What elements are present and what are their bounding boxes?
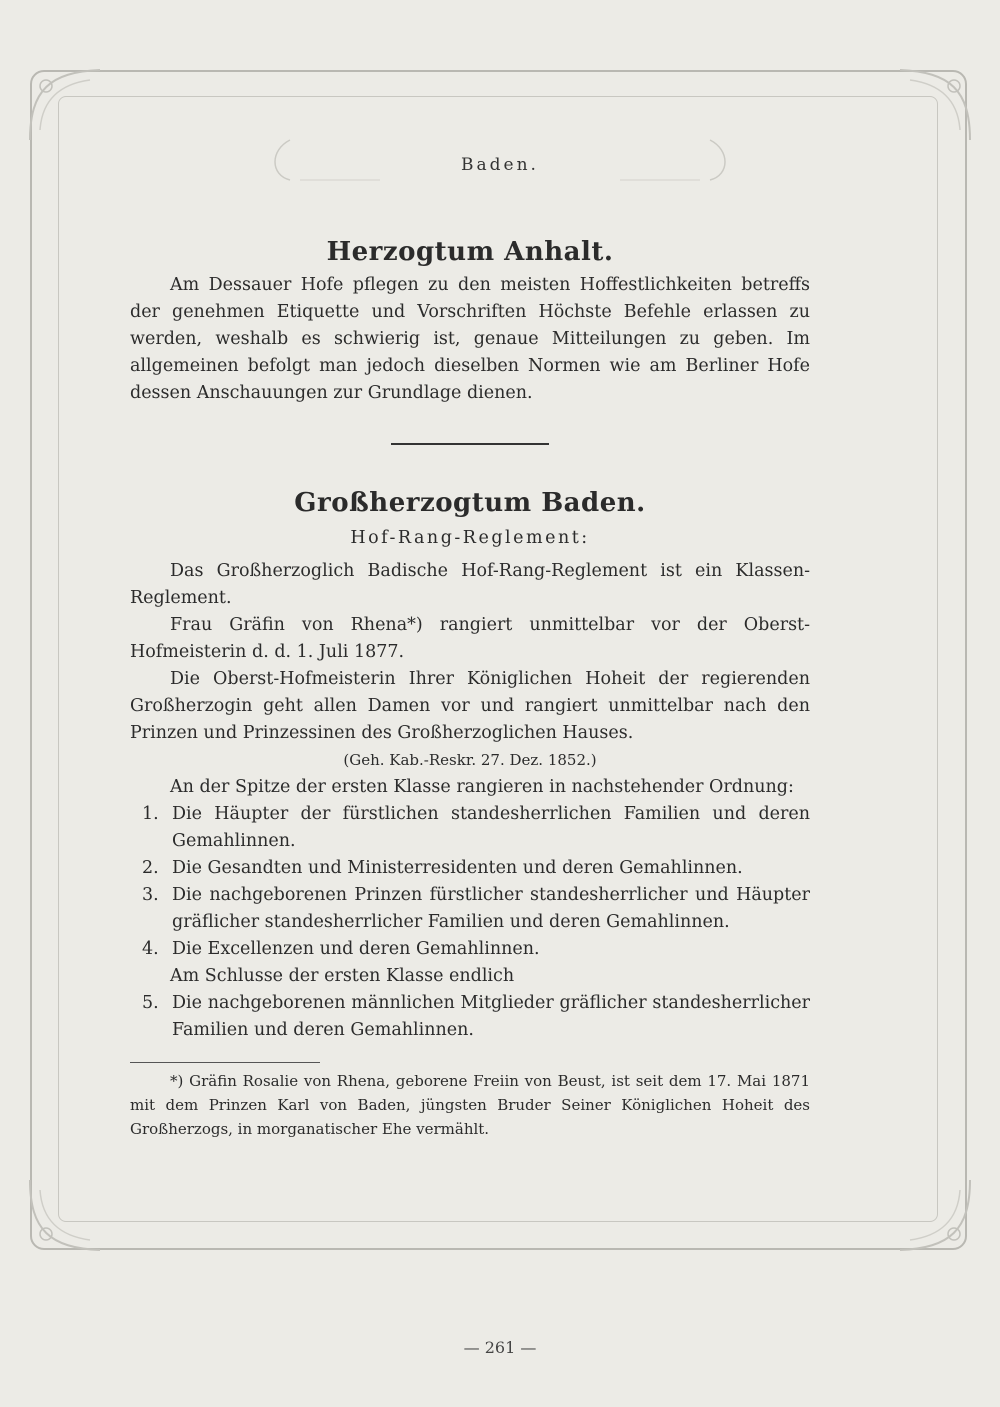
page-number: — 261 —	[463, 1338, 537, 1357]
footnote-divider	[130, 1062, 320, 1063]
baden-paragraph-1: Das Großherzoglich Badische Hof-Rang-Reglement ist ein Klassen-Reglement.	[130, 561, 810, 608]
section-title-baden: Großherzogtum Baden.	[294, 488, 646, 518]
class-lead: An der Spitze der ersten Klasse rangieren in nachstehender Ordnung:	[170, 777, 794, 797]
closing-lead: Am Schlusse der ersten Klasse endlich	[170, 966, 515, 986]
anhalt-paragraph: Am Dessauer Hofe pflegen zu den meisten Hoffestlichkeiten betreffs der genehmen Etiquette und Vorschriften Höchste Befehle erlassen zu werden, weshalb es schwierig ist, genaue Mitteilungen zu geben. Im allgemeinen befolgt man jedoch dieselben Normen wie am Berliner Hofe dessen Anschauungen zur Grundlage dienen.	[130, 275, 810, 403]
source-citation: (Geh. Kab.-Reskr. 27. Dez. 1852.)	[343, 751, 597, 769]
page-content	[130, 232, 810, 1141]
list-item: 3. Die nachgeborenen Prinzen fürstlicher standesherrlicher und Häupter gräflicher standesherrlicher Familien und deren Gemahlinnen.	[142, 885, 810, 932]
baden-subheading: Hof-Rang-Reglement:	[350, 528, 590, 548]
list-item: 1. Die Häupter der fürstlichen standesherrlichen Familien und deren Gemahlinnen.	[142, 804, 810, 851]
baden-paragraph-2: Frau Gräfin von Rhena*) rangiert unmittelbar vor der Oberst-Hofmeisterin d. d. 1. Juli 1877.	[130, 615, 810, 662]
section-title-anhalt: Herzogtum Anhalt.	[326, 237, 614, 267]
running-header: Baden.	[461, 155, 539, 175]
footnote	[130, 1069, 810, 1141]
list-item: 5. Die nachgeborenen männlichen Mitglieder gräflicher standesherrlicher Familien und deren Gemahlinnen.	[142, 993, 810, 1040]
baden-paragraph-3: Die Oberst-Hofmeisterin Ihrer Königlichen Hoheit der regierenden Großherzogin geht allen Damen vor und rangiert unmittelbar nach den Prinzen und Prinzessinen des Großherzoglichen Hauses.	[130, 669, 810, 743]
rank-list	[130, 801, 810, 963]
list-item: 4. Die Excellenzen und deren Gemahlinnen.	[142, 939, 540, 959]
footnote-text: *) Gräfin Rosalie von Rhena, geborene Freiin von Beust, ist seit dem 17. Mai 1871 mit dem Prinzen Karl von Baden, jüngsten Bruder Seiner Königlichen Hoheit des Großherzogs, in morganatischer Ehe vermählt.	[130, 1072, 810, 1138]
corner-ornament-icon	[890, 1170, 980, 1260]
corner-ornament-icon	[20, 1170, 110, 1260]
list-item: 2. Die Gesandten und Ministerresidenten und deren Gemahlinnen.	[142, 858, 743, 878]
section-divider	[391, 443, 549, 445]
corner-ornament-icon	[890, 60, 980, 150]
rank-list-end	[130, 990, 810, 1044]
corner-ornament-icon	[20, 60, 110, 150]
